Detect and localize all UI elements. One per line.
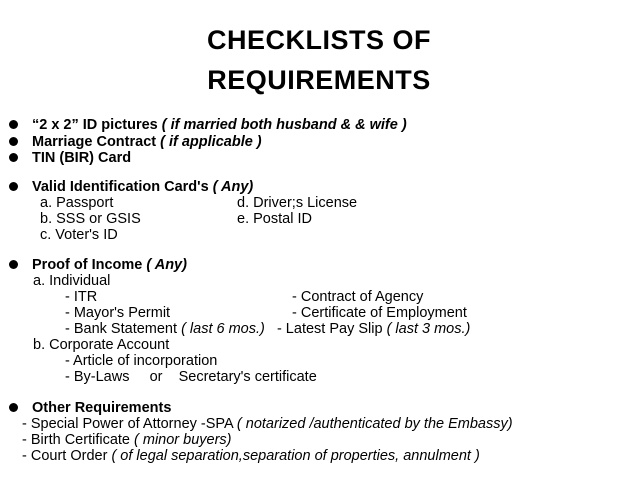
- income-latest-pay-slip-note: ( last 3 mos.): [386, 321, 471, 337]
- item-marriage-contract: [32, 134, 262, 150]
- other-court-order-label: - Court Order: [22, 448, 108, 464]
- item-proof-of-income-label: Proof of Income: [32, 257, 143, 273]
- income-mayors-permit: - Mayor's Permit: [65, 305, 171, 321]
- title-line-2: REQUIREMENTS: [207, 65, 431, 95]
- item-proof-of-income: [32, 257, 187, 273]
- income-individual-heading: a. Individual: [33, 273, 111, 289]
- bullet-icon: [9, 137, 18, 146]
- bullet-icon: [9, 403, 18, 412]
- item-valid-id-note: ( Any): [212, 179, 254, 195]
- other-spa: [22, 416, 513, 432]
- income-certificate-of-employment: - Certificate of Employment: [292, 305, 467, 321]
- other-spa-note: ( notarized /authenticated by the Embassy): [236, 416, 513, 432]
- valid-id-option-a: a. Passport: [40, 195, 114, 211]
- item-other-requirements-label: Other Requirements: [32, 400, 172, 416]
- item-valid-id-label: Valid Identification Card's: [32, 179, 209, 195]
- bullet-icon: [9, 182, 18, 191]
- other-spa-label: - Special Power of Attorney -SPA: [22, 416, 233, 432]
- bullet-icon: [9, 260, 18, 269]
- income-bank-statement-note: ( last 6 mos.): [181, 321, 265, 337]
- income-latest-pay-slip: - Latest Pay Slip: [276, 321, 383, 337]
- valid-id-option-d: d. Driver;s License: [237, 195, 358, 211]
- other-court-order: [22, 448, 480, 464]
- income-bank-statement: - Bank Statement: [65, 321, 178, 337]
- item-marriage-contract-label: Marriage Contract: [32, 134, 157, 150]
- bullet-icon: [9, 120, 18, 129]
- page-title: [0, 20, 638, 100]
- income-corporate-heading: b. Corporate Account: [33, 337, 170, 353]
- bullet-icon: [9, 153, 18, 162]
- item-id-pictures-note: ( if married both husband & & wife ): [161, 117, 407, 133]
- other-court-order-note: ( of legal separation,separation of properties, annulment ): [111, 448, 480, 464]
- income-itr: - ITR: [65, 289, 98, 305]
- item-valid-id: [32, 179, 253, 195]
- other-birth-certificate-label: - Birth Certificate: [22, 432, 130, 448]
- income-contract-of-agency: - Contract of Agency: [292, 289, 424, 305]
- other-birth-certificate: [22, 432, 232, 448]
- item-tin-card: [32, 150, 131, 166]
- income-article-of-incorporation: - Article of incorporation: [65, 353, 218, 369]
- item-marriage-contract-note: ( if applicable ): [160, 134, 262, 150]
- valid-id-option-c: c. Voter's ID: [40, 227, 118, 243]
- item-other-requirements: [32, 400, 171, 416]
- income-bylaws: - By-Laws or Secretary's certificate: [65, 369, 317, 385]
- item-id-pictures: [32, 117, 407, 133]
- title-line-1: CHECKLISTS OF: [206, 25, 431, 55]
- income-bank-and-payslip-row: [65, 321, 470, 337]
- item-id-pictures-label: “2 x 2” ID pictures: [32, 117, 158, 133]
- item-proof-of-income-note: ( Any): [146, 257, 187, 273]
- valid-id-option-b: b. SSS or GSIS: [40, 211, 141, 227]
- valid-id-option-e: e. Postal ID: [237, 211, 312, 227]
- item-tin-card-label: TIN (BIR) Card: [32, 150, 132, 166]
- other-birth-certificate-note: ( minor buyers): [134, 432, 232, 448]
